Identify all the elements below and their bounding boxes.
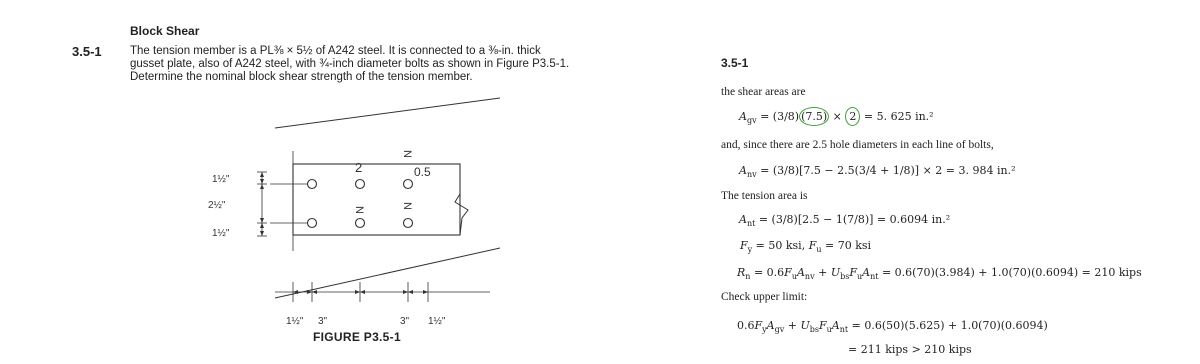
gusset-top-edge [275,98,500,128]
bolt-hole [404,180,413,189]
bolt-hole [404,219,413,228]
break-line [455,164,468,235]
horizontal-dim-label: 1½" [428,316,446,327]
tension-member-plate [293,164,460,235]
rn-equation: $R_n = 0.6F_uA_{nv} + U_{bs}F_uA_{nt} = 0.6(70)(3.984) + 1.0(70)(0.6094) = 210$ kips [737,266,1142,282]
section-title: Block Shear [130,24,200,38]
vertical-dim-label: 2½" [208,200,226,211]
agv-equation: $A_{gv} = (3/8) (7.5) \times 2 = 5$. 625 in.² [739,110,934,125]
handwritten-mark-n: N [401,150,413,158]
upper-limit-equation: $0.6F_yA_{gv} + U_{bs}F_uA_{nt} = 0.6(50)(5.625) + 1.0(70)(0.6094)$ [737,319,1048,335]
bolt-hole [356,219,365,228]
horizontal-dim-label: 1½" [286,316,304,327]
circled-term-7-5: (7.5) [799,107,829,126]
solution-number: 3.5-1 [721,56,749,70]
check-upper-limit-text: Check upper limit: [721,291,808,303]
handwritten-mark-0-5: 0.5 [414,165,431,179]
handwritten-mark-2: 2 [355,160,363,175]
bolt-hole [308,180,317,189]
problem-text-line-2: gusset plate, also of A242 steel, with ¾-inch diameter bolts as shown in Figure P3.5-1. [130,58,570,70]
figure-p3-5-1 [200,86,510,330]
and-text: and, since there are 2.5 hole diameters in each line of bolts, [721,139,994,151]
horizontal-dim-label: 3" [400,316,410,327]
gusset-bottom-edge [275,248,500,298]
handwritten-mark-n: N [353,206,365,214]
bolt-hole [308,219,317,228]
problem-number: 3.5-1 [72,44,102,59]
upper-limit-result: = 211 kips > 210 kips [848,343,972,356]
figure-caption: FIGURE P3.5-1 [313,330,401,344]
circled-term-2: 2 [845,107,860,126]
tension-area-text: The tension area is [721,190,808,202]
ant-equation: $A_{nt} = (3/8)[2.5 - 1(7/8)] = 0.6094$ in.² [739,213,951,229]
fy-fu-equation: $F_y = 50$ ksi, $F_u = 70$ ksi [740,239,872,255]
shear-areas-intro: the shear areas are [721,86,806,98]
anv-equation: $A_{nv} = (3/8)[7.5 - 2.5(3/4 + 1/8)] \times 2 = 3$. 984 in.² [739,164,1016,180]
vertical-dim-label: 1½" [212,228,230,239]
problem-text-line-1: The tension member is a PL⅜ × 5½ of A242 steel. It is connected to a ⅜-in. thick [130,45,541,57]
problem-text-line-3: Determine the nominal block shear strength of the tension member. [130,71,473,83]
handwritten-mark-n: N [401,202,413,210]
horizontal-dim-label: 3" [318,316,328,327]
bolt-hole [356,180,365,189]
vertical-dim-label: 1½" [212,174,230,185]
